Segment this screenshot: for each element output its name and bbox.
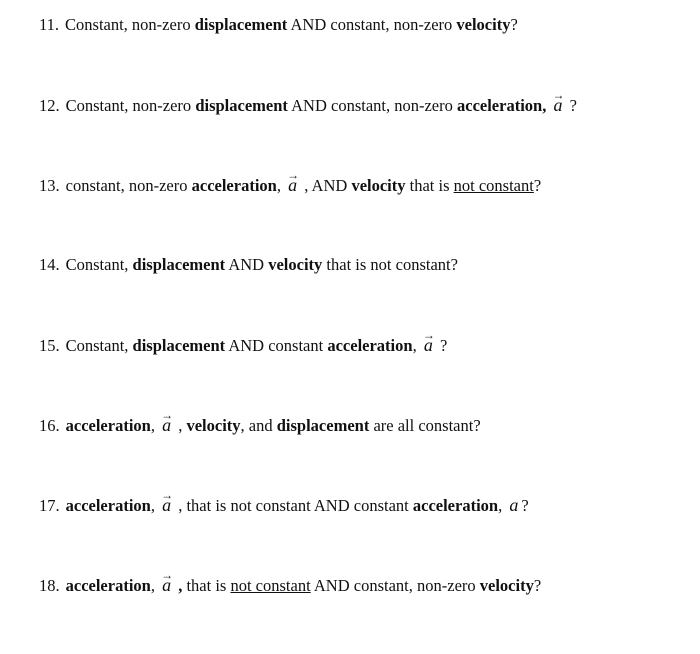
question-number: 16. [39, 416, 60, 435]
question-text: , [276, 176, 286, 195]
question-number: 13. [39, 176, 60, 195]
question-text: AND constant, non-zero [310, 576, 480, 595]
bold-term: acceleration [65, 496, 151, 515]
question-text: that is [405, 176, 454, 195]
bold-term: displacement [276, 416, 370, 435]
bold-term: acceleration, [457, 96, 547, 115]
question-number: 17. [39, 496, 60, 515]
question-text: Constant, [65, 255, 133, 274]
vector-a-symbol: → a [161, 574, 172, 596]
question-text: Constant, non-zero [65, 15, 195, 34]
question-text: ? [533, 576, 542, 595]
underlined-text: not constant [453, 176, 534, 195]
bold-term: velocity [186, 416, 241, 435]
bold-term: velocity [479, 576, 534, 595]
question-text: , [412, 336, 421, 355]
question-text: AND constant [225, 336, 328, 355]
bold-term: velocity [456, 15, 511, 34]
question-14 [39, 254, 577, 334]
question-number: 14. [39, 255, 60, 274]
question-text: ? [510, 15, 518, 34]
question-text: ? [521, 496, 529, 515]
question-text: , that is not constant AND constant [174, 496, 413, 515]
question-15 [39, 334, 577, 414]
bold-term: displacement [195, 96, 288, 115]
bold-term: acceleration [412, 496, 499, 515]
bold-term: displacement [132, 255, 226, 274]
underlined-text: not constant [230, 576, 311, 595]
question-text: Constant, [65, 336, 133, 355]
question-text: , [150, 576, 160, 595]
question-number: 11. [39, 15, 60, 34]
question-text [546, 96, 550, 115]
bold-term: displacement [132, 336, 226, 355]
question-text: that is [186, 576, 231, 595]
question-text: , AND [300, 176, 352, 195]
question-text: ? [533, 176, 542, 195]
bold-term: acceleration [191, 176, 277, 195]
question-number: 12. [39, 96, 60, 115]
question-13 [39, 174, 577, 254]
question-11 [39, 14, 577, 94]
bold-term: , [174, 576, 187, 595]
question-text: that is not constant? [322, 255, 458, 274]
question-list [39, 14, 577, 654]
question-text: are all constant? [369, 416, 481, 435]
scalar-a-symbol: a [509, 495, 519, 515]
question-text: , and [240, 416, 277, 435]
question-number: 15. [39, 336, 60, 355]
question-text: AND constant, non-zero [287, 15, 457, 34]
bold-term: velocity [351, 176, 406, 195]
bold-term: acceleration [65, 576, 151, 595]
question-12 [39, 94, 577, 174]
question-text: Constant, non-zero [65, 96, 196, 115]
question-text: constant, non-zero [65, 176, 192, 195]
bold-term: acceleration [65, 416, 151, 435]
question-text: AND [225, 255, 269, 274]
bold-term: velocity [268, 255, 323, 274]
question-text: , [150, 496, 160, 515]
vector-a-symbol: → a [552, 94, 563, 116]
vector-a-symbol: → a [161, 494, 172, 516]
question-text: , [174, 416, 187, 435]
vector-a-symbol: → a [287, 174, 298, 196]
question-18 [39, 574, 577, 654]
question-text: , [150, 416, 160, 435]
vector-a-symbol: → a [161, 414, 172, 436]
bold-term: acceleration [327, 336, 413, 355]
vector-a-symbol: → a [423, 334, 434, 356]
question-text: ? [435, 336, 448, 355]
question-16 [39, 414, 577, 494]
bold-term: displacement [194, 15, 288, 34]
question-text: , [498, 496, 507, 515]
question-17 [39, 494, 577, 574]
question-text: AND constant, non-zero [287, 96, 457, 115]
question-number: 18. [39, 576, 60, 595]
question-text: ? [565, 96, 577, 115]
